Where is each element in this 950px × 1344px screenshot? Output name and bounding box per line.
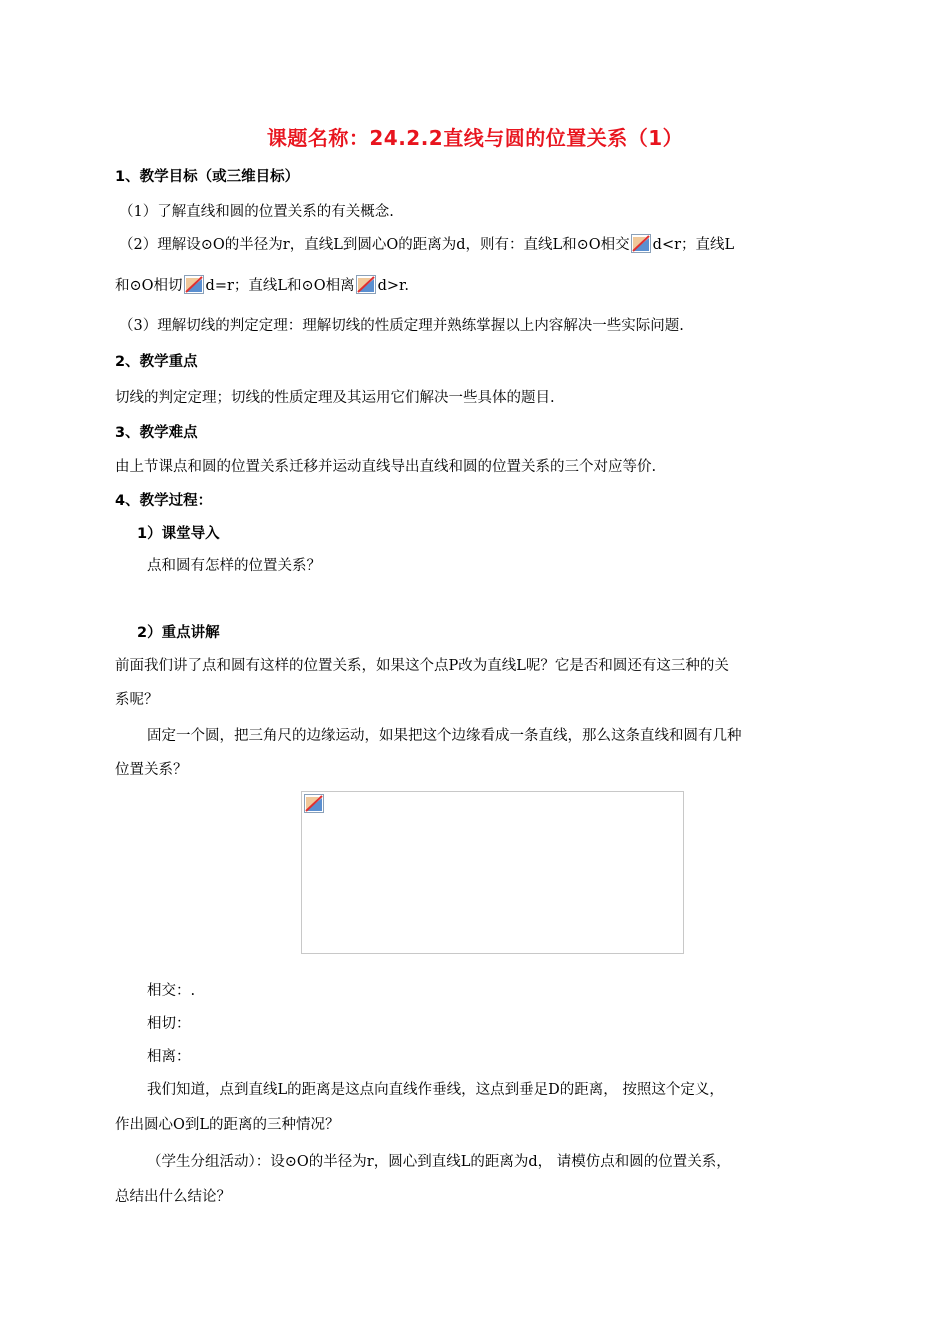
objective-2-text-b: d<r；直线L	[652, 237, 735, 253]
tangent-label: 相切：	[147, 1016, 191, 1032]
section-3-heading: 3、教学难点	[115, 425, 198, 441]
explain-paragraph-1-line-1: 前面我们讲了点和圆有这样的位置关系，如果这个点P改为直线L呢？它是否和圆还有这三种的关	[115, 658, 729, 674]
explain-paragraph-2-line-1: 固定一个圆，把三角尺的边缘运动，如果把这个边缘看成一条直线，那么这条直线和圆有几种	[147, 728, 742, 744]
activity-paragraph-line-1: （学生分组活动）：设⊙O的半径为r，圆心到直线L的距离为d， 请模仿点和圆的位置关系，	[147, 1154, 731, 1170]
section-1-heading: 1、教学目标（或三维目标）	[115, 169, 300, 185]
explain-paragraph-3-line-2: 作出圆心O到L的距离的三种情况？	[115, 1117, 340, 1133]
activity-paragraph-line-2: 总结出什么结论？	[115, 1189, 231, 1205]
broken-image-icon	[356, 275, 376, 294]
explain-paragraph-1-line-2: 系呢？	[115, 692, 159, 708]
broken-image-icon	[184, 275, 204, 294]
broken-image-icon	[304, 794, 324, 817]
objective-2-text-e: d>r.	[377, 278, 409, 294]
difficulty-text: 由上节课点和圆的位置关系迁移并运动直线导出直线和圆的位置关系的三个对应等价.	[115, 459, 657, 475]
objective-2-line-2	[115, 274, 409, 295]
explain-paragraph-2-line-2: 位置关系？	[115, 762, 188, 778]
section-4-heading: 4、教学过程：	[115, 493, 213, 509]
separate-label: 相离：	[147, 1049, 191, 1065]
section-2-heading: 2、教学重点	[115, 354, 198, 370]
objective-2-text-d: d=r；直线L和⊙O相离	[205, 278, 355, 294]
objective-2-line-1	[119, 233, 734, 254]
figure-placeholder	[301, 791, 684, 954]
subsection-intro-heading: 1）课堂导入	[137, 526, 220, 542]
broken-image-icon	[631, 234, 651, 253]
key-points-text: 切线的判定定理；切线的性质定理及其运用它们解决一些具体的题目.	[115, 390, 555, 406]
subsection-explain-heading: 2）重点讲解	[137, 625, 220, 641]
objective-2-text-a: （2）理解设⊙O的半径为r，直线L到圆心O的距离为d，则有：直线L和⊙O相交	[119, 237, 630, 253]
intro-question: 点和圆有怎样的位置关系？	[147, 558, 321, 574]
explain-paragraph-3-line-1: 我们知道，点到直线L的距离是这点向直线作垂线，这点到垂足D的距离， 按照这个定义，	[147, 1082, 724, 1098]
objective-2-text-c: 和⊙O相切	[115, 278, 183, 294]
intersect-label: 相交：.	[147, 983, 196, 999]
objective-3: （3）理解切线的判定定理：理解切线的性质定理并熟练掌握以上内容解决一些实际问题.	[119, 318, 684, 334]
objective-1: （1）了解直线和圆的位置关系的有关概念.	[119, 204, 394, 220]
page-title: 课题名称：24.2.2直线与圆的位置关系（1）	[266, 126, 684, 150]
